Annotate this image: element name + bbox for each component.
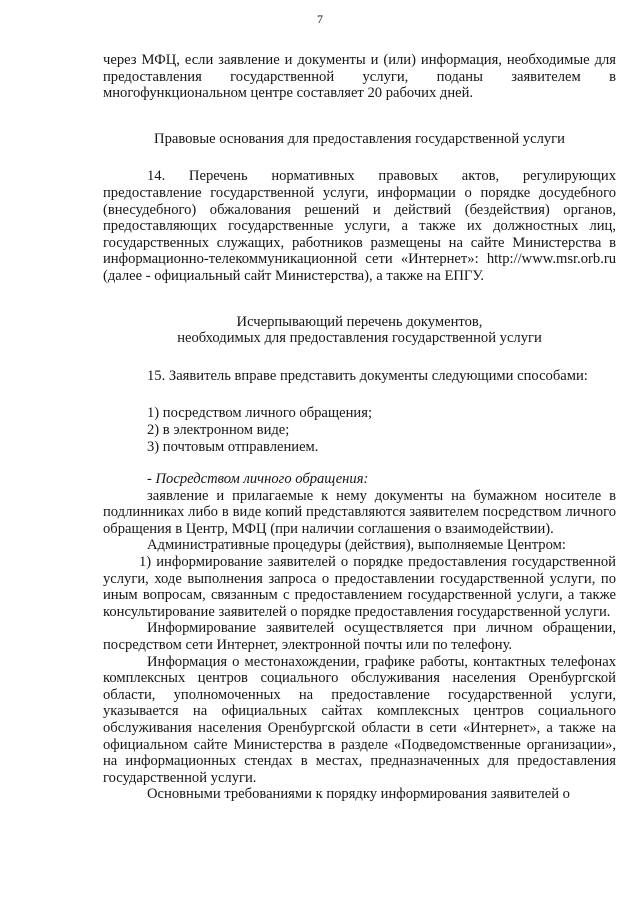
section-heading-legal-basis: Правовые основания для предоставления государственной услуги [154, 130, 565, 147]
paragraph-application-docs: заявление и прилагаемые к нему документы на бумажном носителе в подлинниках либо в виде копий представляются заявителем посредством личного обращения в Центр, МФЦ (при наличии соглашения о взаимодействии). [103, 487, 616, 537]
list-item-personal: 1) посредством личного обращения; [147, 405, 373, 422]
paragraph-15: 15. Заявитель вправе представить документы следующими способами: [147, 367, 588, 384]
paragraph-admin-procedures: Административные процедуры (действия), выполняемые Центром: [147, 537, 566, 554]
paragraph-deadline: через МФЦ, если заявление и документы и (или) информация, необходимые для предоставления государственной услуги, поданы заявителем в многофункциональном центре составляет 20 рабочих дней. [103, 52, 616, 102]
section-heading-documents-line2: необходимых для предоставления государственной услуги [177, 330, 542, 347]
paragraph-14: 14. Перечень нормативных правовых актов, регулирующих предоставление государственной услуги, информации о порядке досудебного (внесудебного) обжалования решений и действий (бездействия) органов, предоставляющих государственные услуги, а также их должностных лиц, государственных служащих, работников размещены на сайте Министерства в информационно-телекоммуникационной сети «Интернет»: http://www.msr.orb.ru (далее - официальный сайт Министерства), а также на ЕПГУ. [103, 168, 616, 284]
subheading-personal-appeal: - Посредством личного обращения: [147, 471, 369, 488]
list-item-electronic: 2) в электронном виде; [147, 421, 290, 438]
paragraph-location-info: Информация о местонахождении, графике работы, контактных телефонах комплексных центров социального обслуживания населения Оренбургской области, уполномоченных на предоставление государственной услуги, указывается на официальных сайтах комплексных центров социального обслуживания населения Оренбургской области в сети «Интернет», а также на официальном сайте Министерства в разделе «Подведомственные организации», на информационных стендах в местах, предназначенных для предоставления государственной услуги. [103, 653, 616, 786]
document-body [103, 52, 616, 803]
list-item-mail: 3) почтовым отправлением. [147, 438, 319, 455]
section-heading-documents-line1: Исчерпывающий перечень документов, [236, 313, 483, 330]
page-number: 7 [317, 12, 323, 26]
paragraph-informing-item-1: 1) информирование заявителей о порядке предоставления государственной услуги, ходе выполнения запроса о предоставлении государственной услуги, по иным вопросам, связанным с предоставлением государственной услуги, а также консультирование заявителей о порядке предоставления государственной услуги. [103, 554, 616, 620]
paragraph-requirements-start: Основными требованиями к порядку информирования заявителей о [147, 786, 570, 803]
paragraph-informing-methods: Информирование заявителей осуществляется при личном обращении, посредством сети Интернет, электронной почты или по телефону. [103, 620, 616, 654]
